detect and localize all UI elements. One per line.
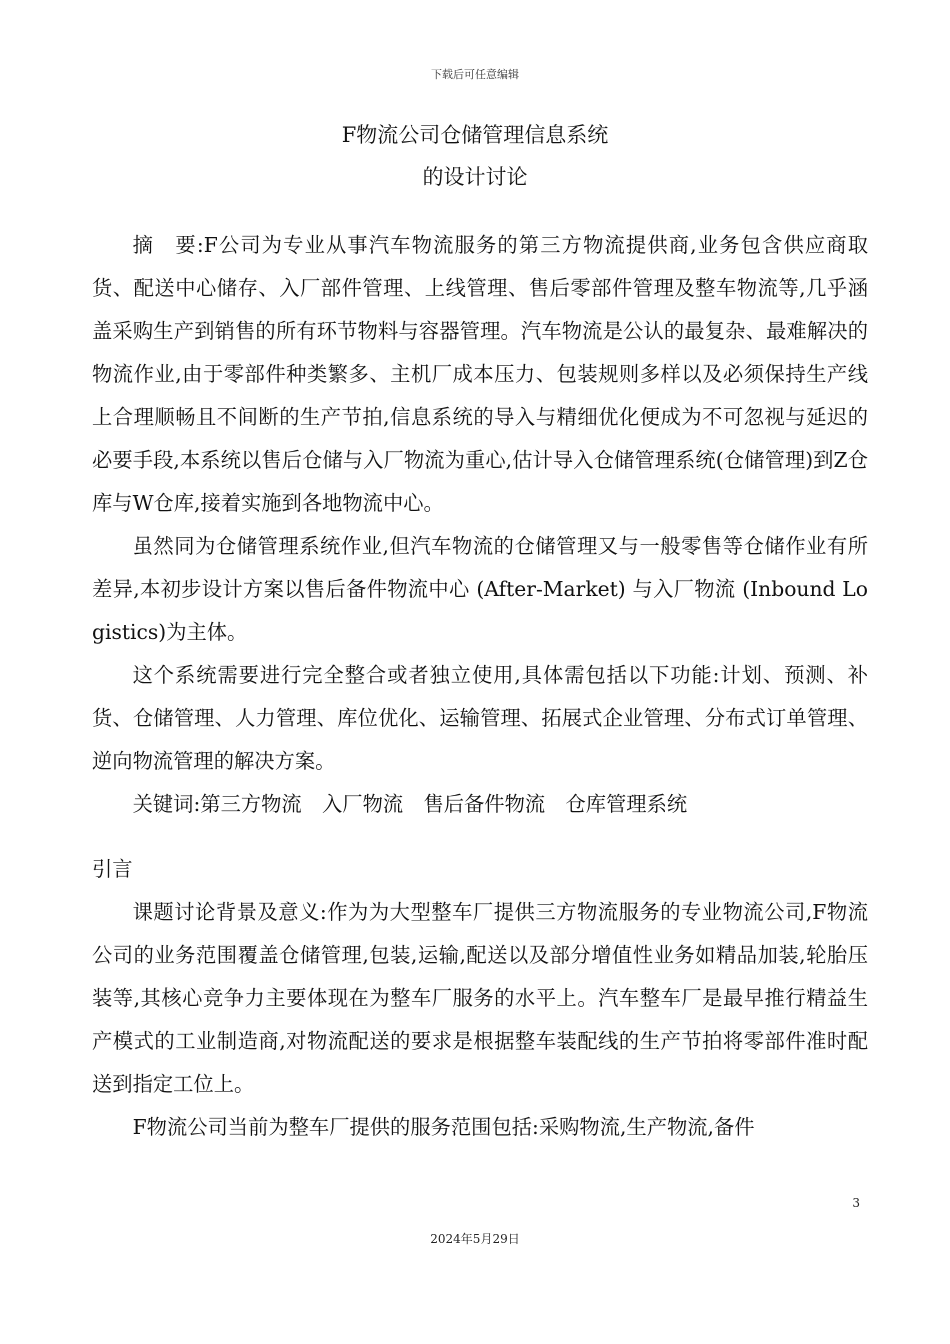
intro-paragraph: F物流公司当前为整车厂提供的服务范围包括:采购物流,生产物流,备件 (132, 1115, 755, 1139)
section-heading-intro: 引言 (92, 857, 133, 881)
document-title-line1: F物流公司仓储管理信息系统 (341, 123, 609, 147)
keyword-item: 售后备件物流 (423, 792, 546, 816)
abstract-paragraph: 这个系统需要进行完全整合或者独立使用,具体需包括以下功能:计划、预测、补货、仓储管理、人力管理、库位优化、运输管理、拓展式企业管理、分布式订单管理、逆向物流管理的解决方案。 (92, 663, 868, 773)
section-gap (92, 826, 868, 848)
keyword-item: 入厂物流 (322, 792, 404, 816)
keyword-item: 仓库管理系统 (565, 792, 688, 816)
document-body (92, 224, 868, 1149)
keywords-line (92, 783, 868, 826)
abstract-paragraph: 摘 要:F公司为专业从事汽车物流服务的第三方物流提供商,业务包含供应商取货、配送中心储存、入厂部件管理、上线管理、售后零部件管理及整车物流等,几乎涵盖采购生产到销售的所有环节物料与容器管理。汽车物流是公认的最复杂、最难解决的物流作业,由于零部件种类繁多、主机厂成本压力、包装规则多样以及必须保持生产线上合理顺畅且不间断的生产节拍,信息系统的导入与精细优化便成为不可忽视与延迟的必要手段,本系统以售后仓储与入厂物流为重心,估计导入仓储管理系统(仓储管理)到Z仓库与W仓库,接着实施到各地物流中心。 (92, 233, 868, 515)
keywords-label: 关键词: (132, 792, 201, 816)
page-number: 3 (852, 1196, 860, 1210)
intro-paragraph: 课题讨论背景及意义:作为为大型整车厂提供三方物流服务的专业物流公司,F物流公司的业务范围覆盖仓储管理,包装,运输,配送以及部分增值性业务如精品加装,轮胎压装等,其核心竞争力主要体现在为整车厂服务的水平上。汽车整车厂是最早推行精益生产模式的工业制造商,对物流配送的要求是根据整车装配线的生产节拍将零部件准时配送到指定工位上。 (92, 900, 868, 1096)
footer-date: 2024年5月29日 (430, 1232, 520, 1246)
abstract-paragraph: 虽然同为仓储管理系统作业,但汽车物流的仓储管理又与一般零售等仓储作业有所差异,本初步设计方案以售后备件物流中心 (After-Market) 与入厂物流 (Inbound Logistics)为主体。 (92, 534, 868, 644)
keyword-item: 第三方物流 (200, 792, 302, 816)
header-note: 下载后可任意编辑 (431, 68, 519, 81)
document-title-line2: 的设计讨论 (422, 165, 528, 189)
